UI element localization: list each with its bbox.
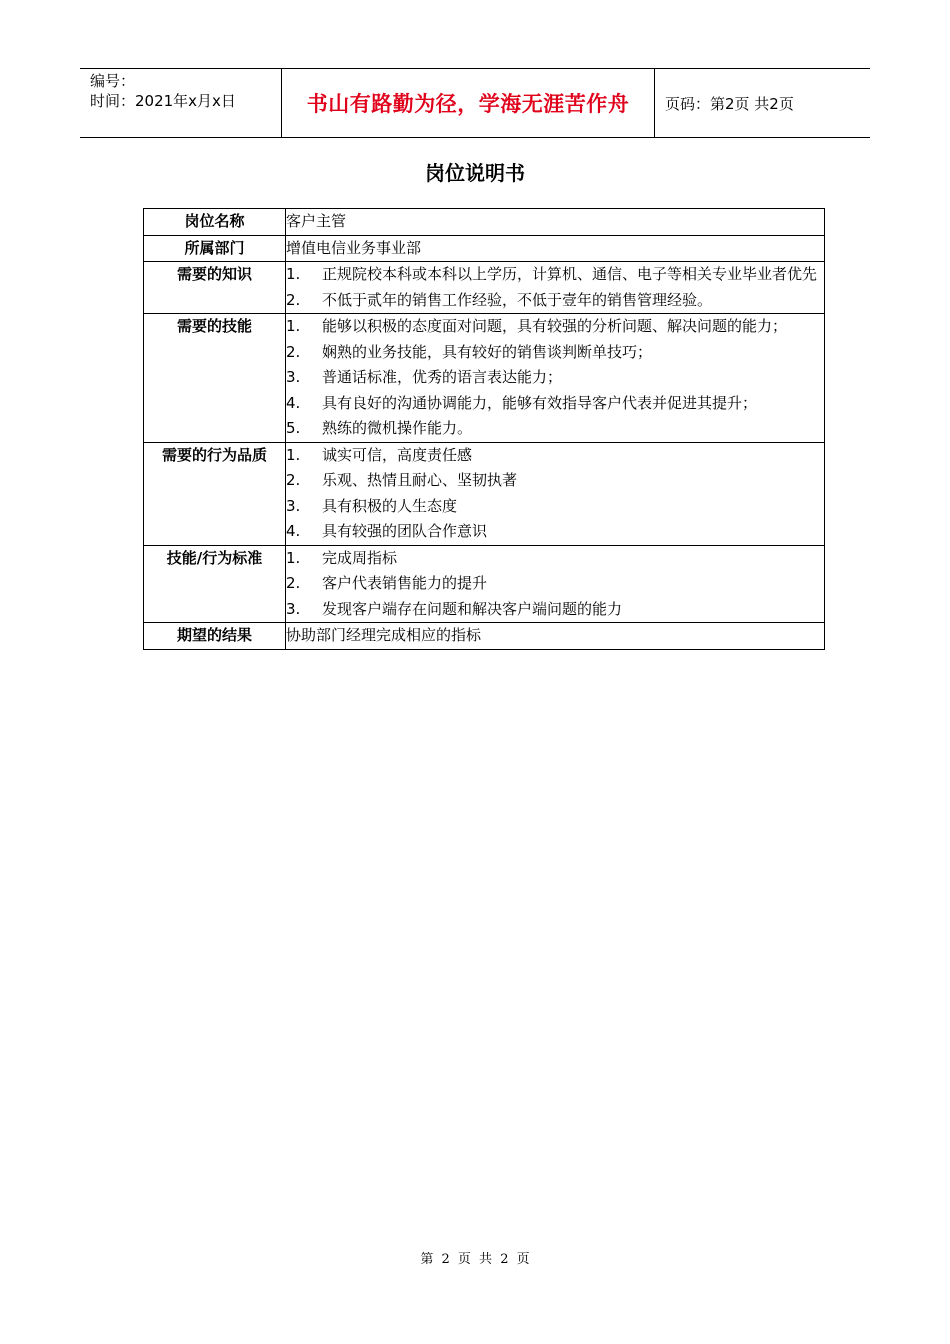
item-text: 具有较强的团队合作意识 [322,522,488,540]
item-text: 诚实可信，高度责任感 [322,445,473,464]
item-text: 能够以积极的态度面对问题，具有较强的分析问题、解决问题的能力； [322,317,788,335]
item-text: 乐观、热情且耐心、坚韧执著 [322,471,518,489]
item-text: 娴熟的业务技能，具有较好的销售谈判断单技巧； [322,342,653,361]
list-item [286,571,824,597]
value-position-name: 客户主管 [286,209,825,236]
header-page-info: 页码：第2页 共2页 [665,94,794,113]
row-department [144,235,825,262]
value-standard [286,545,825,623]
item-text: 普通话标准，优秀的语言表达能力； [322,368,563,386]
item-number: 3. [286,496,301,515]
value-knowledge [286,262,825,314]
list-item [286,546,824,572]
row-skills [144,314,825,443]
list-item [286,443,824,469]
number-label: 编号： [90,72,136,90]
row-position-name [144,209,825,236]
value-result: 协助部门经理完成相应的指标 [286,623,825,650]
item-number: 4. [286,393,301,412]
label-behavior: 需要的行为品质 [144,442,286,545]
item-text: 发现客户端存在问题和解决客户端问题的能力 [322,599,623,618]
job-spec-table [143,208,825,650]
list-item [286,365,824,391]
list-item [286,391,824,417]
item-number: 3. [286,368,301,386]
list-item [286,494,824,520]
item-text: 具有积极的人生态度 [322,496,458,515]
item-text: 客户代表销售能力的提升 [322,574,488,592]
row-standard [144,545,825,623]
item-text: 正规院校本科或本科以上学历，计算机、通信、电子等相关专业毕业者优先 [322,265,818,283]
list-item [286,262,824,288]
page-header [80,68,870,138]
item-text: 完成周指标 [322,548,398,567]
list-item [286,340,824,366]
label-skills: 需要的技能 [144,314,286,443]
item-number: 2. [286,342,301,361]
label-standard: 技能/行为标准 [144,545,286,623]
item-number: 2. [286,574,301,592]
item-number: 2. [286,290,301,309]
list-item [286,468,824,494]
document-title: 岗位说明书 [425,161,525,185]
item-number: 1. [286,445,301,464]
list-item [286,519,824,545]
item-number: 5. [286,419,301,437]
label-position-name: 岗位名称 [144,209,286,236]
value-department: 增值电信业务事业部 [286,235,825,262]
item-number: 2. [286,471,301,489]
row-behavior [144,442,825,545]
list-item [286,416,824,442]
time-label: 时间：2021年x月x日 [90,92,236,110]
list-item [286,597,824,623]
label-knowledge: 需要的知识 [144,262,286,314]
row-knowledge [144,262,825,314]
page-footer: 第 2 页 共 2 页 [420,1252,530,1267]
item-number: 3. [286,599,301,618]
value-skills [286,314,825,443]
item-number: 1. [286,548,301,567]
item-number: 1. [286,317,301,335]
label-result: 期望的结果 [144,623,286,650]
item-text: 不低于贰年的销售工作经验，不低于壹年的销售管理经验。 [322,290,713,309]
item-number: 4. [286,522,301,540]
header-meta [80,69,281,137]
header-motto: 书山有路勤为径，学海无涯苦作舟 [281,69,655,137]
list-item [286,288,824,314]
list-item [286,314,824,340]
value-behavior [286,442,825,545]
label-department: 所属部门 [144,235,286,262]
item-text: 熟练的微机操作能力。 [322,419,473,437]
item-number: 1. [286,265,301,283]
item-text: 具有良好的沟通协调能力，能够有效指导客户代表并促进其提升； [322,393,758,412]
row-result [144,623,825,650]
